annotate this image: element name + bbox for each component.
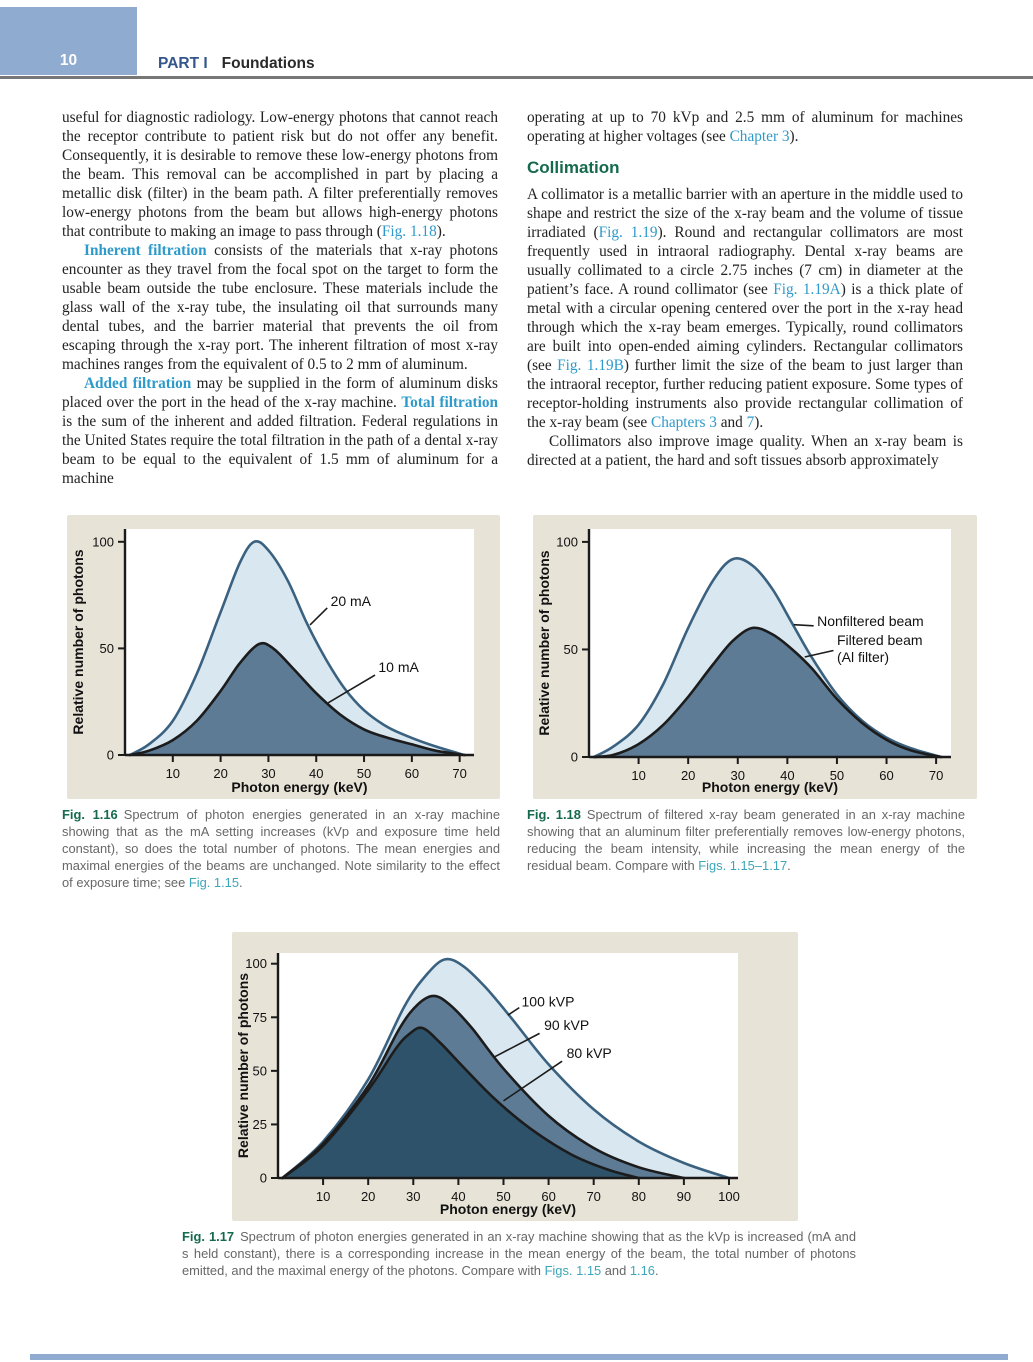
cross-reference-link[interactable]: Fig. 1.15 [188,875,239,890]
cross-reference-link[interactable]: Fig. 1.18 [381,223,437,240]
svg-text:0: 0 [259,1170,267,1186]
figure-1-16-panel [67,515,500,799]
text-run: is the sum of the inherent and added filtration. Federal regulations in the United States require the total filtration in the path of a dental x-ray beam to be equal to the equivalent of 1.5 mm of aluminum for a machine [62,413,498,487]
svg-text:70: 70 [928,768,944,783]
figure-1-17-caption [182,1228,856,1279]
running-header [158,55,315,73]
text-run: consists of the materials that x-ray photons encounter as they travel from the focal spot on the target to form the usable beam outside the tube enclosure. These materials include the glass wall of the x-ray tube, the insulating oil that surrounds many dental tubes, and the barrier material that prevents the oil from escaping through the x-ray port. The inherent filtration of most x-ray machines ranges from the equivalent of 0.5 to 2 mm of aluminum. [62,242,498,373]
text-run: operating at up to 70 kVp and 2.5 mm of aluminum for machines operating at higher voltages (see [527,109,963,145]
svg-text:30: 30 [730,768,746,783]
svg-text:Photon energy (keV): Photon energy (keV) [231,779,368,795]
text-run: ). [436,223,446,240]
text-run: . [239,875,243,890]
svg-text:75: 75 [252,1009,267,1025]
section-heading-collimation: Collimation [527,158,620,177]
part-title: Foundations [221,55,315,72]
svg-text:100: 100 [718,1189,740,1204]
cross-reference-link[interactable]: Figs. 1.15–1.17 [698,858,788,873]
svg-text:10 mA: 10 mA [378,658,419,675]
text-run: Spectrum of photon energies generated in an x-ray machine showing that as the kVp is increased (mA and s held constant), there is a corresponding increase in the mean energy of the beam, the total number of photons emitted, and the maximal energy of the photons. Compare with [182,1229,856,1278]
svg-text:25: 25 [252,1116,267,1132]
right-text-column [527,108,963,470]
svg-text:100: 100 [556,534,578,550]
svg-text:50: 50 [356,766,372,781]
figure-1-18-panel [533,515,977,799]
svg-text:40: 40 [308,766,324,781]
svg-text:100: 100 [92,534,114,550]
svg-text:60: 60 [404,766,420,781]
svg-text:0: 0 [570,749,578,765]
svg-text:40: 40 [780,768,795,783]
page-number: 10 [59,52,78,69]
svg-text:20 mA: 20 mA [330,592,372,609]
text-run: ) is a thick plate of metal with a circular opening centered over the port in the x-ray head through which the x-ray beam emerges. Typically, round collimators are built into open-ended aiming cylinders. Rectangular collimators (see [527,281,964,374]
text-run: ). Round and rectangular collimators are most frequently used in intraoral radiography. Dental x-ray beams are usually collimated to a circle 2.75 inches (7 cm) in diameter at the patient’s face. A round collimator (see [527,224,963,298]
cross-reference-link[interactable]: Fig. 1.19 [598,224,658,241]
svg-text:70: 70 [452,766,467,781]
figure-1-17-panel [232,932,798,1221]
svg-text:80 kVP: 80 kVP [566,1045,612,1061]
figure-caption-label: Fig. 1.17 [182,1229,235,1244]
cross-reference-link[interactable]: Fig. 1.19B [557,357,624,374]
key-term: Inherent filtration [84,242,207,259]
svg-text:10: 10 [631,768,646,783]
cross-reference-link[interactable]: Fig. 1.19A [773,281,841,298]
svg-text:80: 80 [631,1189,647,1204]
part-label: PART I [158,55,208,72]
svg-text:Photon energy (keV): Photon energy (keV) [701,779,839,795]
text-run: ). [754,414,764,431]
svg-text:10: 10 [315,1189,331,1204]
text-run: Collimators also improve image quality. When an x-ray beam is directed at a patient, the hard and soft tissues absorb approximately [527,433,963,469]
svg-text:40: 40 [451,1189,466,1204]
svg-text:Relative number of photons: Relative number of photons [536,550,552,736]
svg-text:Relative number of photons: Relative number of photons [235,972,251,1159]
svg-text:20: 20 [680,768,696,783]
cross-reference-link[interactable]: Chapters 3 [651,414,717,431]
text-run: ) further limit the size of the beam to just larger than the intraoral receptor, further reducing patient exposure. Some types of receptor-holding instruments also provide rectangular collimation of the x-ray beam (see [527,357,963,431]
text-run: useful for diagnostic radiology. Low-energy photons that cannot reach the receptor contribute to patient risk but do not offer any benefit. Consequently, it is desirable to remove these low-energy photons from the beam. This removal can be accomplished in part by placing a metallic disk (filter) in the beam path. A filter preferentially removes low-energy photons from the beam but allows high-energy photons that contribute to making an image to pass through ( [62,109,498,240]
figure-caption-text [182,1229,856,1278]
svg-text:90: 90 [676,1189,692,1204]
svg-text:60: 60 [541,1189,556,1204]
footer-bar [30,1354,1008,1360]
svg-text:90 kVP: 90 kVP [544,1017,590,1034]
svg-text:70: 70 [586,1189,601,1204]
figure-caption-text [62,807,500,890]
svg-text:0: 0 [106,747,114,763]
figure-1-16-caption [62,806,500,891]
text-run: Spectrum of filtered x-ray beam generated in an x-ray machine showing that an aluminum filter preferentially removes low-energy photons, reducing the beam intensity, while increasing the mean energy of the residual beam. Compare with [527,807,965,873]
svg-text:50: 50 [496,1189,511,1204]
key-term: Added filtration [84,375,192,392]
figure-1-18-chart [533,515,977,799]
svg-text:Filtered beam(Al filter): Filtered beam (Al filter) [836,632,923,666]
text-run: . [787,858,791,873]
figure-caption-label: Fig. 1.16 [62,807,118,822]
svg-text:50: 50 [829,768,845,783]
svg-text:Relative number of photons: Relative number of photons [70,549,86,735]
svg-text:30: 30 [261,766,276,781]
svg-text:50: 50 [252,1063,267,1079]
text-run: ). [789,128,799,145]
cross-reference-link[interactable]: 1.16 [629,1263,655,1278]
paragraph [62,374,498,488]
paragraph [527,432,963,470]
figure-caption-text [527,807,965,873]
paragraph [527,185,963,432]
svg-text:10: 10 [165,766,181,781]
left-text-column [62,108,498,488]
chart-svg [67,515,500,799]
cross-reference-link[interactable]: Chapter 3 [729,128,790,145]
svg-text:100: 100 [245,956,267,972]
paragraph [62,108,498,241]
paragraph [527,108,963,146]
figure-1-18-caption [527,806,965,874]
svg-text:Photon energy (keV): Photon energy (keV) [439,1201,577,1217]
text-run: and [716,414,747,431]
svg-text:Nonfiltered beam: Nonfiltered beam [817,612,924,629]
key-term: Total filtration [401,394,498,411]
figure-1-16-chart [67,515,500,799]
header-rule [0,76,1033,79]
svg-text:20: 20 [213,766,228,781]
cross-reference-link[interactable]: Figs. 1.15 [544,1263,602,1278]
text-run: A collimator is a metallic barrier with an aperture in the middle used to shape and restrict the size of the x-ray beam and the volume of tissue irradiated ( [527,186,963,241]
svg-text:20: 20 [360,1189,376,1204]
text-run: . [654,1263,659,1278]
chart-svg [232,932,798,1221]
svg-text:30: 30 [406,1189,421,1204]
text-run: Spectrum of photon energies generated in an x-ray machine showing that as the mA setting increases (kVp and exposure time held constant), so does the total number of photons. The mean energies and maximal energies of the beams are unchanged. Note similarity to the effect of exposure time; see [62,807,500,890]
cross-reference-link[interactable]: 7 [746,414,755,431]
svg-text:50: 50 [563,641,578,657]
paragraph [62,241,498,374]
text-run: may be supplied in the form of aluminum disks placed over the port in the head of the x-ray machine. [62,375,499,411]
svg-text:100 kVP: 100 kVP [521,993,575,1010]
svg-text:50: 50 [99,640,114,656]
text-run: and [601,1263,630,1278]
chart-svg [533,515,977,799]
figure-caption-label: Fig. 1.18 [527,807,581,822]
figure-1-17-chart [232,932,798,1221]
svg-text:60: 60 [879,768,894,783]
